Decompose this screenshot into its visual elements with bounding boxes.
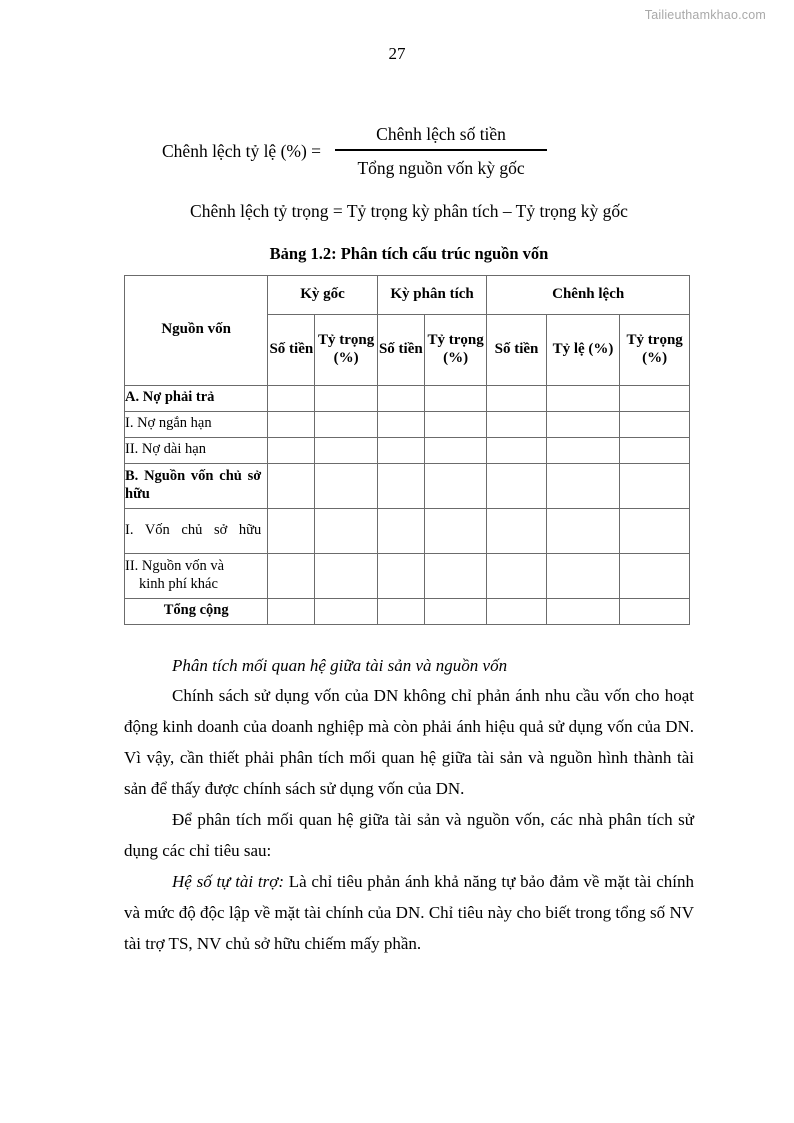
capital-structure-table [124,275,690,625]
cell-analysis-weight[interactable] [424,508,486,553]
term-self-financing-ratio: Hệ số tự tài trợ: [172,872,284,892]
cell-analysis-weight[interactable] [424,598,486,624]
row-label-other-funds-line2: kinh phí khác [139,575,218,592]
cell-diff-weight[interactable] [620,598,690,624]
cell-diff-amount[interactable] [487,463,546,508]
cell-base-weight[interactable] [315,463,377,508]
header-group-base-period: Kỳ gốc [268,275,378,314]
formula-left-hand-side: Chênh lệch tỷ lệ (%) = [162,140,322,161]
cell-diff-rate[interactable] [546,463,620,508]
cell-analysis-amount[interactable] [377,598,424,624]
cell-base-amount[interactable] [268,411,315,437]
row-label-short-term-debt: I. Nợ ngắn hạn [125,411,268,437]
cell-analysis-weight[interactable] [424,463,486,508]
cell-diff-rate[interactable] [546,385,620,411]
header-sub-analysis-amount: Số tiền [377,314,424,385]
table-row [125,437,690,463]
cell-diff-rate[interactable] [546,411,620,437]
cell-base-amount[interactable] [268,463,315,508]
cell-analysis-amount[interactable] [377,463,424,508]
cell-base-weight[interactable] [315,437,377,463]
cell-base-amount[interactable] [268,508,315,553]
cell-analysis-amount[interactable] [377,437,424,463]
header-sub-diff-rate: Tỷ lệ (%) [546,314,620,385]
watermark: Tailieuthamkhao.com [644,8,766,22]
cell-diff-rate[interactable] [546,437,620,463]
table-caption: Bảng 1.2: Phân tích cấu trúc nguồn vốn [269,243,549,263]
table-row [125,463,690,508]
cell-diff-amount[interactable] [487,508,546,553]
formula-weight-difference: Chênh lệch tỷ trọng = Tỷ trọng kỳ phân tích – Tỷ trọng kỳ gốc [190,200,628,221]
page-content [124,120,694,960]
cell-diff-amount[interactable] [487,598,546,624]
cell-diff-amount[interactable] [487,553,546,598]
row-label-owners-equity: I. Vốn chủ sở hữu [125,508,268,553]
cell-diff-rate[interactable] [546,598,620,624]
cell-base-amount[interactable] [268,437,315,463]
section-heading: Phân tích mối quan hệ giữa tài sản và nguồn vốn [172,655,508,675]
header-sub-diff-weight: Tỷ trọng (%) [620,314,690,385]
table-row [125,553,690,598]
cell-base-weight[interactable] [315,508,377,553]
table-row [125,508,690,553]
row-label-long-term-debt: II. Nợ dài hạn [125,437,268,463]
cell-base-weight[interactable] [315,385,377,411]
paragraph-3-body: Là chỉ tiêu phản ánh khả năng tự bảo đảm về mặt tài chính và mức độ độc lập về mặt tài chính của DN. Chỉ tiêu này cho biết trong tổng số NV tài trợ TS, NV chủ sở hữu chiếm mấy phần. [124,872,695,953]
cell-analysis-weight[interactable] [424,411,486,437]
header-group-difference: Chênh lệch [487,275,690,314]
formula-denominator: Tổng nguồn vốn kỳ gốc [357,157,525,178]
cell-analysis-weight[interactable] [424,437,486,463]
table-row [125,411,690,437]
cell-diff-amount[interactable] [487,437,546,463]
cell-diff-rate[interactable] [546,508,620,553]
table-header-group-row [125,275,690,314]
cell-diff-weight[interactable] [620,411,690,437]
cell-base-amount[interactable] [268,385,315,411]
header-sub-base-amount: Số tiền [268,314,315,385]
cell-base-weight[interactable] [315,598,377,624]
formula-ratio-difference [124,124,694,179]
cell-base-amount[interactable] [268,598,315,624]
cell-diff-weight[interactable] [620,508,690,553]
table-row [125,598,690,624]
cell-diff-weight[interactable] [620,553,690,598]
row-label-other-funds [125,553,268,598]
row-label-other-funds-line1: II. Nguồn vốn và [125,558,225,575]
cell-base-amount[interactable] [268,553,315,598]
cell-analysis-amount[interactable] [377,553,424,598]
body-text [124,651,694,960]
header-row-label: Nguồn vốn [125,275,268,385]
page-number: 27 [388,44,406,63]
cell-analysis-weight[interactable] [424,385,486,411]
header-sub-analysis-weight: Tỷ trọng (%) [424,314,486,385]
paragraph-3 [124,867,694,960]
cell-diff-weight[interactable] [620,385,690,411]
paragraph-1: Chính sách sử dụng vốn của DN không chỉ phản ánh nhu cầu vốn cho hoạt động kinh doanh của doanh nghiệp mà còn phải ánh hiệu quả sử dụng vốn của DN. Vì vậy, cần thiết phải phân tích mối quan hệ giữa tài sản và nguồn hình thành tài sản để thấy được chính sách sử dụng vốn của DN. [124,686,694,799]
row-label-liabilities: A. Nợ phải trả [125,385,268,411]
cell-analysis-amount[interactable] [377,508,424,553]
formula-numerator: Chênh lệch số tiền [376,124,506,144]
cell-analysis-weight[interactable] [424,553,486,598]
header-sub-diff-amount: Số tiền [487,314,546,385]
cell-diff-weight[interactable] [620,463,690,508]
cell-base-weight[interactable] [315,411,377,437]
table-header [125,275,690,385]
cell-analysis-amount[interactable] [377,385,424,411]
paragraph-2: Để phân tích mối quan hệ giữa tài sản và nguồn vốn, các nhà phân tích sử dụng các chỉ tiêu sau: [124,810,694,861]
cell-diff-weight[interactable] [620,437,690,463]
row-label-total: Tổng cộng [125,598,268,624]
cell-diff-amount[interactable] [487,385,546,411]
cell-analysis-amount[interactable] [377,411,424,437]
header-sub-base-weight: Tỷ trọng (%) [315,314,377,385]
row-label-owners-equity-group: B. Nguồn vốn chủ sở hữu [125,463,268,508]
table-row [125,385,690,411]
header-group-analysis-period: Kỳ phân tích [377,275,487,314]
cell-diff-amount[interactable] [487,411,546,437]
table-body [125,385,690,624]
formula-fraction [335,124,547,179]
cell-base-weight[interactable] [315,553,377,598]
cell-diff-rate[interactable] [546,553,620,598]
